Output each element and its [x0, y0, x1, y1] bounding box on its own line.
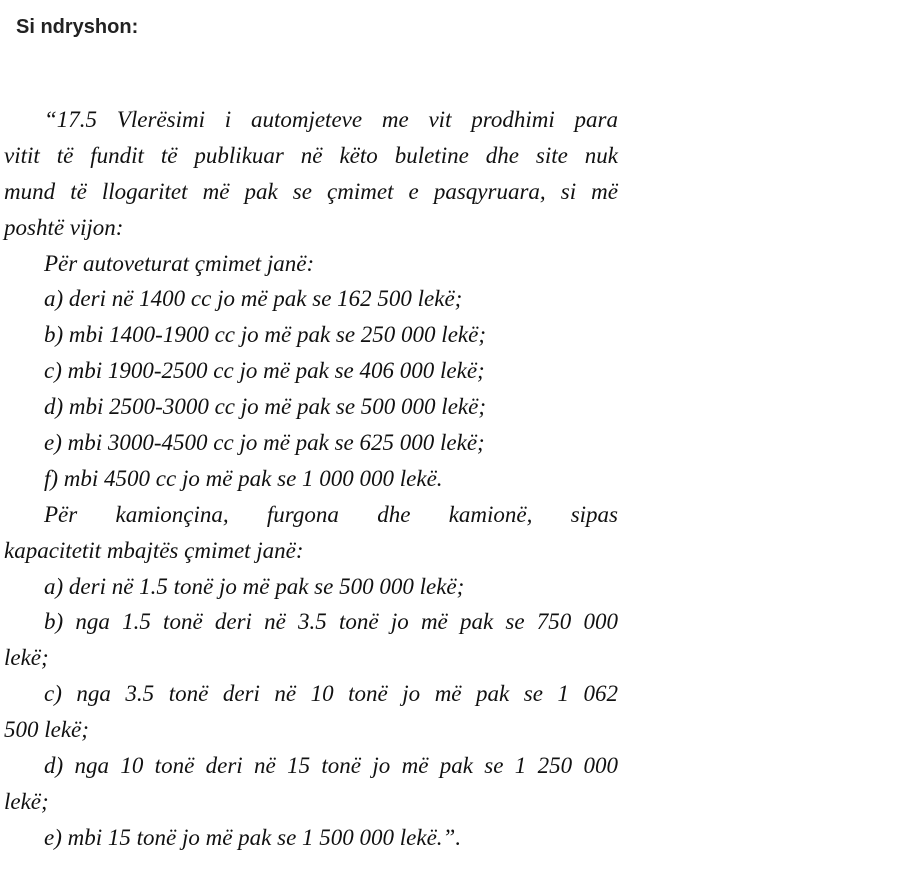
text-line: a) deri në 1.5 tonë jo më pak se 500 000 lekë;	[44, 573, 465, 599]
text-line: Për kamionçina, furgona dhe kamionë, sipas	[44, 501, 618, 527]
quoted-amendment-text	[4, 102, 618, 856]
text-line: lekë;	[4, 645, 49, 671]
text-line: b) nga 1.5 tonë deri në 3.5 tonë jo më pak se 750 000	[44, 609, 618, 635]
text-line: f) mbi 4500 cc jo më pak se 1 000 000 lekë.	[44, 465, 443, 491]
section-heading: Si ndryshon:	[16, 16, 139, 38]
text-line: d) mbi 2500-3000 cc jo më pak se 500 000 lekë;	[44, 394, 486, 420]
text-line: b) mbi 1400-1900 cc jo më pak se 250 000 lekë;	[44, 322, 486, 348]
text-line: Për autoveturat çmimet janë:	[44, 250, 315, 276]
text-line: e) mbi 15 tonë jo më pak se 1 500 000 lekë.”.	[44, 824, 462, 850]
text-line: mund të llogaritet më pak se çmimet e pasqyruara, si më	[4, 178, 618, 204]
text-line: c) mbi 1900-2500 cc jo më pak se 406 000 lekë;	[44, 358, 485, 384]
text-line: 500 lekë;	[4, 717, 89, 743]
text-line: kapacitetit mbajtës çmimet janë:	[4, 537, 304, 563]
text-line: a) deri në 1400 cc jo më pak se 162 500 lekë;	[44, 286, 463, 312]
text-line: e) mbi 3000-4500 cc jo më pak se 625 000 lekë;	[44, 430, 485, 456]
text-line: poshtë vijon:	[4, 214, 124, 240]
text-line: c) nga 3.5 tonë deri në 10 tonë jo më pak se 1 062	[44, 681, 618, 707]
text-line: lekë;	[4, 788, 49, 814]
text-line: “17.5 Vlerësimi i automjeteve me vit prodhimi para	[44, 107, 618, 132]
text-line: vitit të fundit të publikuar në këto buletine dhe site nuk	[4, 142, 618, 168]
text-line: d) nga 10 tonë deri në 15 tonë jo më pak se 1 250 000	[44, 753, 618, 779]
